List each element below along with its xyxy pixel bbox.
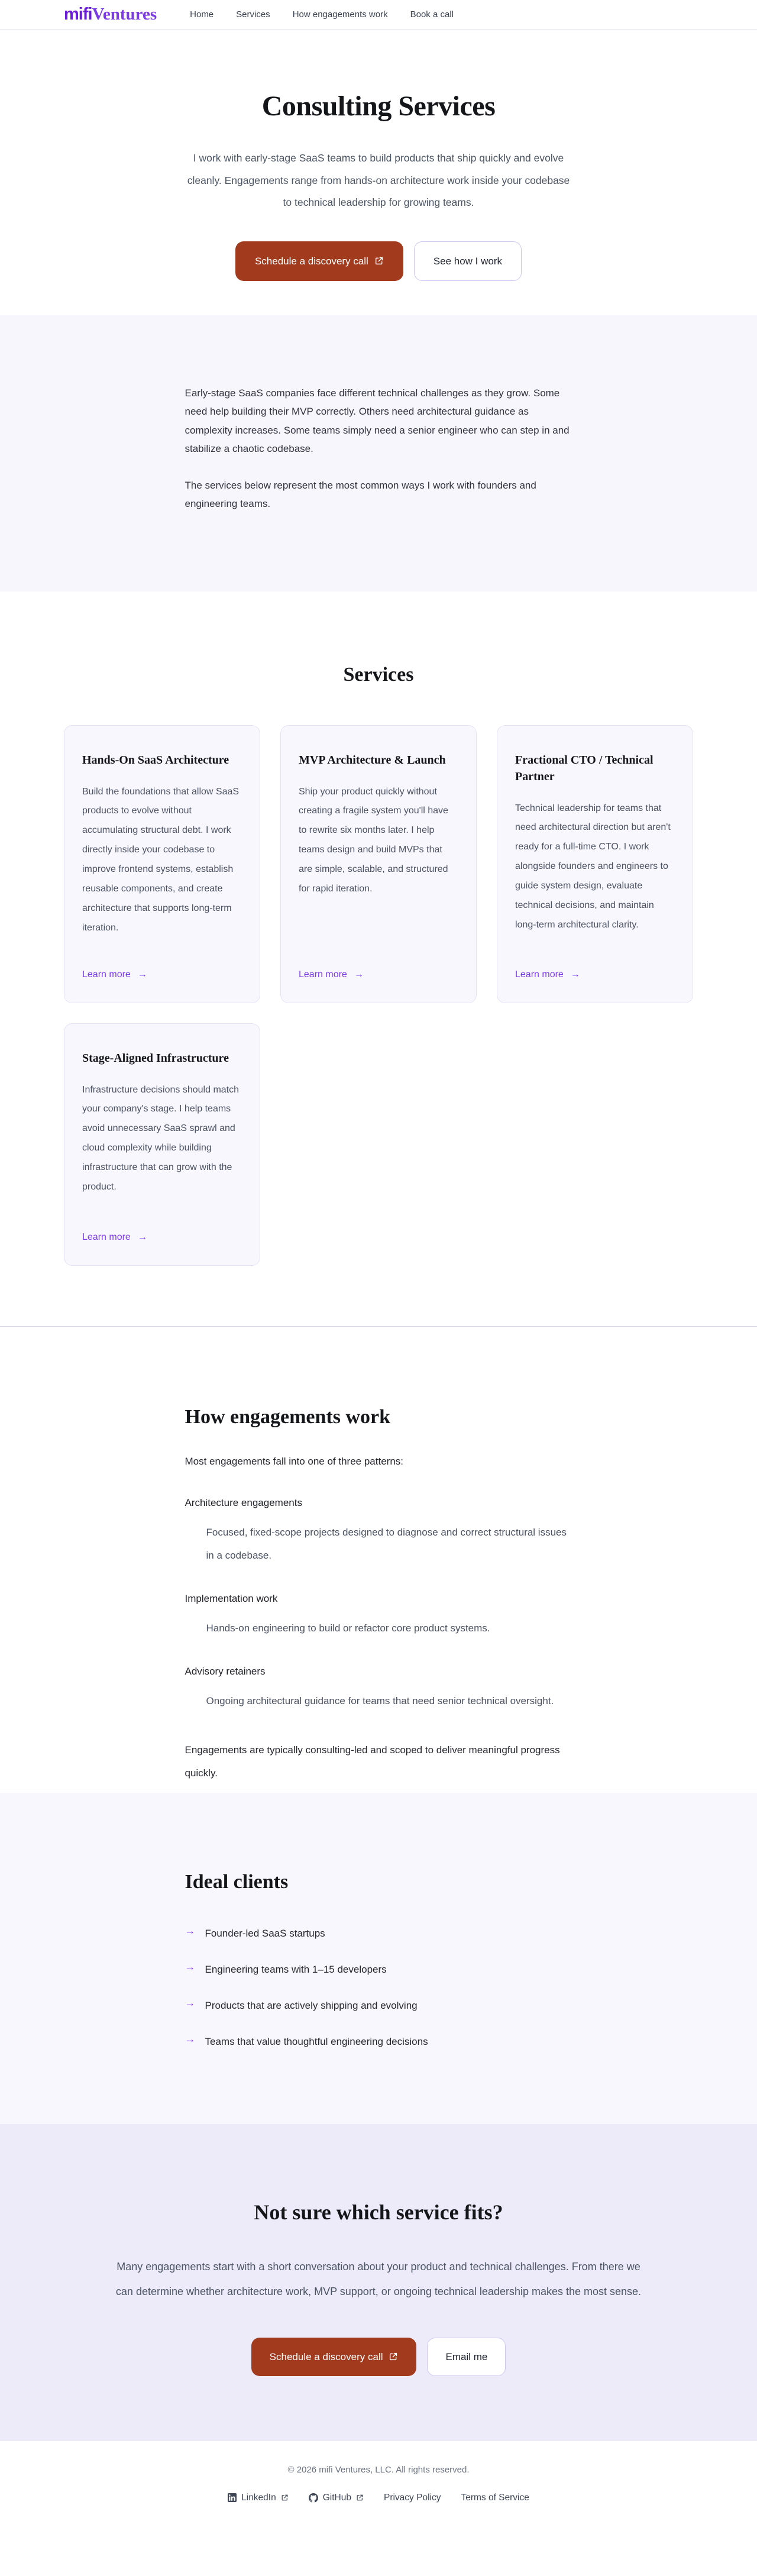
service-card-title: Stage-Aligned Infrastructure: [82, 1051, 229, 1065]
hero-section: [0, 30, 757, 315]
external-link-icon: [281, 2494, 289, 2501]
service-card-fractional-cto: [497, 725, 693, 1003]
learn-more-label: Learn more: [299, 969, 347, 980]
ideal-client-label: Founder-led SaaS startups: [205, 1928, 325, 1940]
learn-more-link[interactable]: [299, 948, 458, 980]
engagement-pattern-advisory: [185, 1666, 572, 1712]
service-card-stage-aligned-infrastructure: [64, 1023, 260, 1266]
services-title: Services: [343, 663, 414, 686]
hero-description: I work with early-stage SaaS teams to build products that ship quickly and evolve cleanly. Engagements range from hands-on architecture work inside your codebase to technical leadership for growing teams.: [187, 152, 570, 209]
external-link-icon: [356, 2494, 364, 2501]
learn-more-label: Learn more: [82, 969, 131, 980]
privacy-policy-label: Privacy Policy: [383, 2492, 441, 2503]
external-link-icon: [374, 256, 384, 266]
engagement-pattern-description: Hands-on engineering to build or refactor core product systems.: [206, 1622, 490, 1634]
nav-link-book-a-call[interactable]: Book a call: [410, 9, 454, 20]
main-nav: [190, 9, 454, 20]
email-me-button[interactable]: [427, 2338, 506, 2376]
learn-more-link[interactable]: [82, 1211, 242, 1243]
ideal-client-label: Products that are actively shipping and evolving: [205, 2000, 418, 2012]
service-card-title: Hands-On SaaS Architecture: [82, 753, 229, 767]
service-card-hands-on-saas-architecture: [64, 725, 260, 1003]
arrow-right-icon: →: [185, 1925, 196, 1937]
ideal-client-item: [185, 2033, 572, 2048]
cta-description: Many engagements start with a short conversation about your product and technical challenges. From there we can determine whether architecture work, MVP support, or ongoing technical leadership makes the most sense.: [115, 2261, 642, 2298]
brand-logo-bold: mifi: [64, 5, 92, 24]
learn-more-label: Learn more: [515, 969, 564, 980]
ideal-client-item: [185, 1961, 572, 1976]
arrow-right-icon: →: [185, 1961, 196, 1973]
cta-section: [0, 2124, 757, 2441]
external-link-icon: [389, 2352, 398, 2361]
arrow-right-icon: →: [185, 2033, 196, 2045]
learn-more-label: Learn more: [82, 1232, 131, 1242]
arrow-right-icon: →: [185, 1997, 196, 2009]
intro-paragraph-2: The services below represent the most common ways I work with founders and engineering teams.: [185, 479, 536, 510]
terms-of-service-label: Terms of Service: [461, 2492, 529, 2503]
learn-more-link[interactable]: [82, 948, 242, 980]
linkedin-label: LinkedIn: [241, 2492, 276, 2503]
schedule-discovery-call-label: Schedule a discovery call: [254, 255, 368, 267]
nav-link-home[interactable]: Home: [190, 9, 214, 20]
brand-logo-serif: Ventures: [92, 5, 157, 24]
how-engagements-work-title: How engagements work: [185, 1405, 391, 1428]
intro-paragraph-1: Early-stage SaaS companies face different technical challenges as they grow. Some need help building their MVP correctly. Others need architectural guidance as complexity increases. Some teams simply need a senior engineer who can step in and stabilize a chaotic codebase.: [185, 387, 570, 455]
learn-more-link[interactable]: [515, 948, 675, 980]
service-card-description: Ship your product quickly without creating a fragile system you'll have to rewrite six months later. I help teams design and build MVPs that are simple, scalable, and structured for rapid iteration.: [299, 786, 448, 894]
linkedin-icon: [228, 2493, 237, 2502]
service-card-title: Fractional CTO / Technical Partner: [515, 753, 654, 783]
cta-schedule-discovery-call-button[interactable]: [251, 2338, 417, 2376]
service-cards-grid: [64, 725, 693, 1266]
site-footer: [0, 2441, 757, 2529]
terms-of-service-link[interactable]: [461, 2493, 529, 2503]
nav-link-how-engagements-work[interactable]: How engagements work: [292, 9, 388, 20]
engagement-pattern-name: Implementation work: [185, 1592, 278, 1604]
service-card-description: Technical leadership for teams that need architectural direction but aren't ready for a full-time CTO. I work alongside founders and engineers to guide system design, evaluate technical decisions, and maintain long-term architectural clarity.: [515, 803, 671, 930]
nav-link-services[interactable]: Services: [236, 9, 270, 20]
ideal-clients-title: Ideal clients: [185, 1871, 289, 1893]
engagements-closing: Engagements are typically consulting-led and scoped to deliver meaningful progress quickly.: [185, 1744, 560, 1779]
see-how-i-work-label: See how I work: [433, 255, 503, 267]
cta-schedule-label: Schedule a discovery call: [269, 2351, 383, 2362]
service-card-description: Infrastructure decisions should match your company's stage. I help teams avoid unnecessary SaaS sprawl and cloud complexity while building infrastructure that can grow with the product.: [82, 1084, 240, 1192]
brand-logo[interactable]: [64, 6, 157, 23]
cta-title: Not sure which service fits?: [254, 2200, 503, 2225]
privacy-policy-link[interactable]: [384, 2493, 441, 2503]
ideal-client-item: [185, 1997, 572, 2012]
engagement-pattern-description: Ongoing architectural guidance for teams that need senior technical oversight.: [206, 1695, 554, 1706]
schedule-discovery-call-button[interactable]: [235, 241, 403, 281]
arrow-right-icon: →: [354, 969, 364, 980]
ideal-client-label: Teams that value thoughtful engineering decisions: [205, 2036, 428, 2048]
engagement-pattern-name: Advisory retainers: [185, 1665, 266, 1677]
linkedin-link[interactable]: [228, 2493, 289, 2503]
copyright-text: © 2026 mifi Ventures, LLC. All rights reserved.: [287, 2464, 470, 2475]
service-card-description: Build the foundations that allow SaaS products to evolve without accumulating structural debt. I work directly inside your codebase to improve frontend systems, establish reusable components, and create architecture that supports long-term iteration.: [82, 786, 240, 933]
see-how-i-work-button[interactable]: [414, 241, 522, 281]
site-header: [0, 0, 757, 30]
intro-section: [0, 315, 757, 592]
email-me-label: Email me: [445, 2351, 488, 2362]
how-engagements-work-section: [0, 1326, 757, 1793]
ideal-client-label: Engineering teams with 1–15 developers: [205, 1964, 387, 1976]
arrow-right-icon: →: [570, 969, 580, 980]
ideal-clients-section: [0, 1793, 757, 2124]
engagement-pattern-architecture: [185, 1497, 572, 1567]
services-section: [0, 592, 757, 1326]
engagement-pattern-name: Architecture engagements: [185, 1497, 302, 1508]
service-card-title: MVP Architecture & Launch: [299, 753, 446, 767]
github-link[interactable]: [309, 2493, 364, 2503]
footer-links: [0, 2493, 757, 2503]
service-card-mvp-architecture-launch: [280, 725, 477, 1003]
page-title: Consulting Services: [261, 91, 496, 122]
engagement-pattern-implementation: [185, 1593, 572, 1640]
arrow-right-icon: →: [137, 1232, 147, 1242]
engagement-pattern-description: Focused, fixed-scope projects designed to diagnose and correct structural issues in a codebase.: [206, 1526, 567, 1561]
ideal-client-item: [185, 1925, 572, 1940]
github-label: GitHub: [322, 2492, 351, 2503]
github-icon: [309, 2493, 318, 2503]
engagements-lead: Most engagements fall into one of three patterns:: [185, 1455, 404, 1467]
arrow-right-icon: →: [137, 969, 147, 980]
